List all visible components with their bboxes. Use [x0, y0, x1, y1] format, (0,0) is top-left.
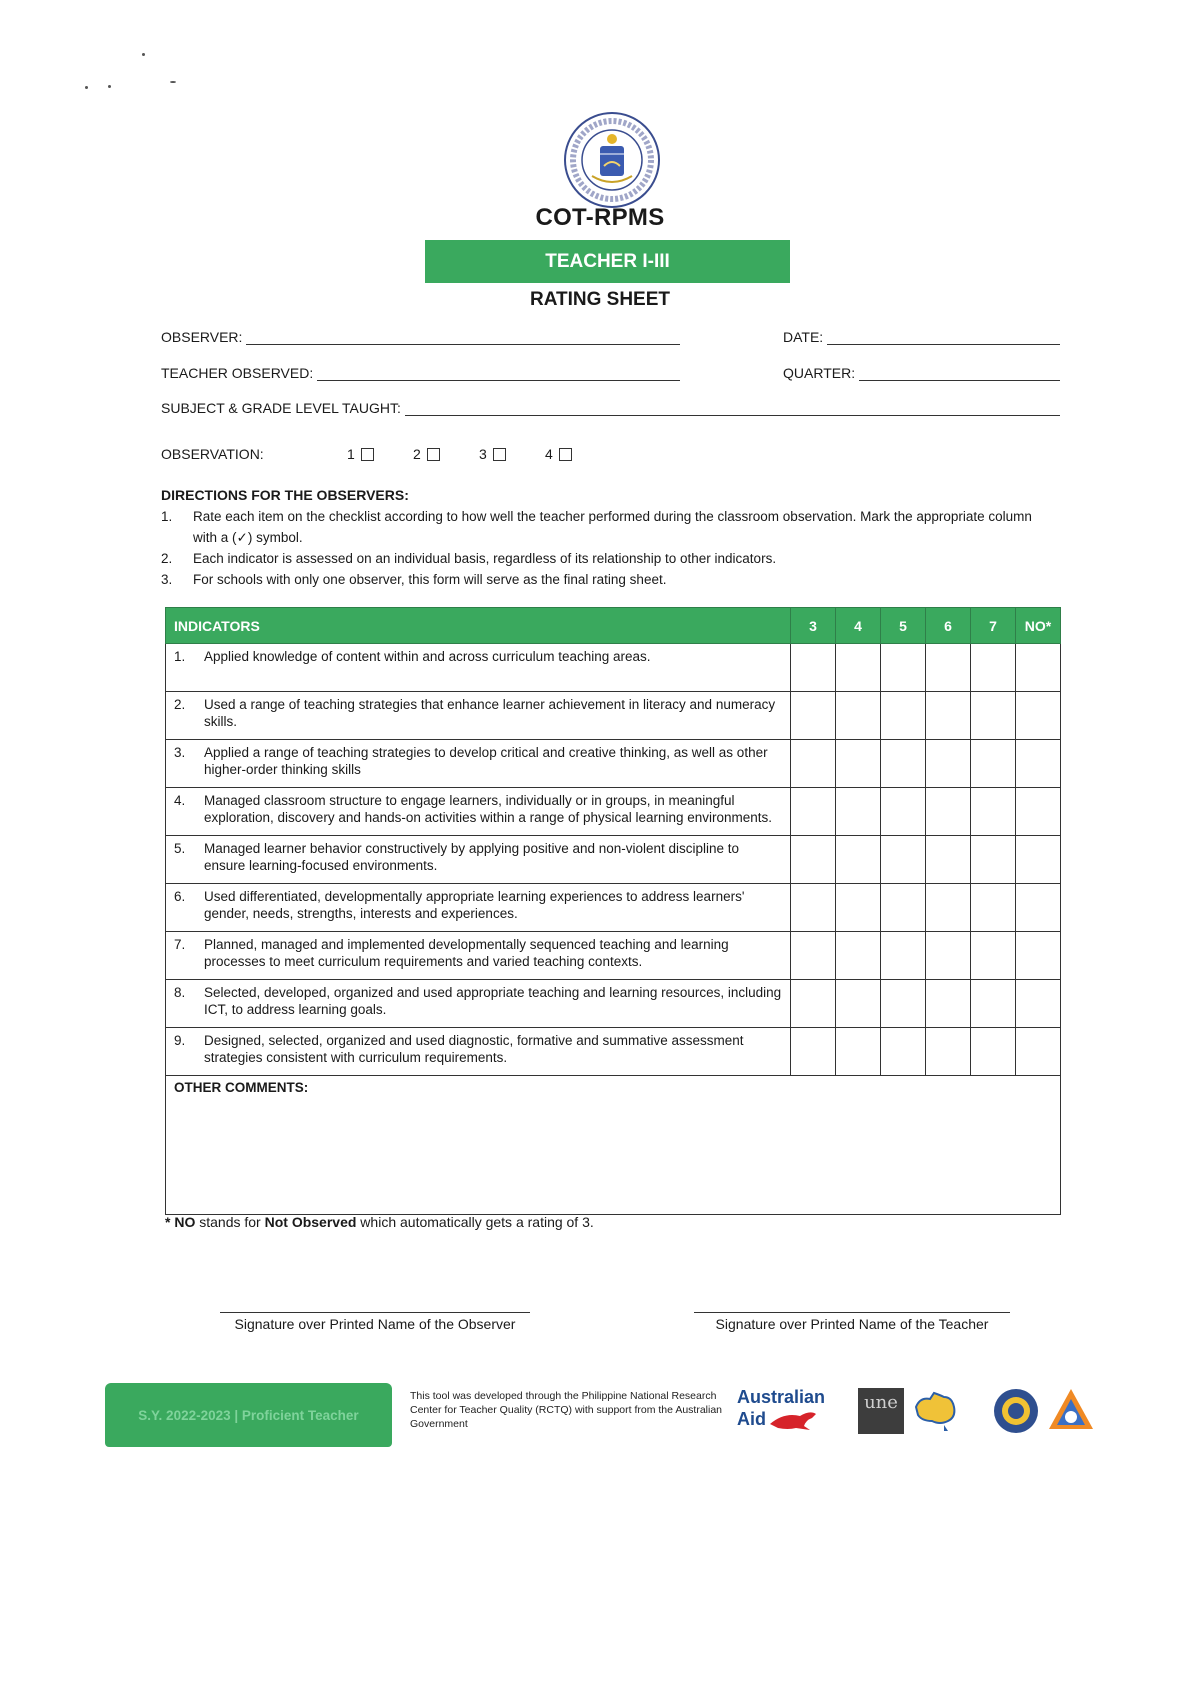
rating-cell[interactable]: [1016, 836, 1061, 884]
scan-speck: [142, 53, 145, 56]
rating-column-4: 4: [836, 608, 881, 644]
observation-option-label: 4: [545, 446, 553, 462]
rating-column-3: 3: [791, 608, 836, 644]
rating-cell[interactable]: [971, 788, 1016, 836]
teacher-signature-label: Signature over Printed Name of the Teacher: [715, 1316, 989, 1332]
rating-cell[interactable]: [1016, 692, 1061, 740]
direction-item: [161, 506, 1041, 548]
rating-cell[interactable]: [881, 1028, 926, 1076]
observation-row: [161, 446, 611, 462]
indicator-text: Applied knowledge of content within and across curriculum teaching areas.: [204, 649, 651, 664]
observation-option-1[interactable]: [347, 446, 413, 462]
indicator-cell: [166, 836, 791, 884]
rating-cell[interactable]: [926, 932, 971, 980]
indicator-text: Used differentiated, developmentally appropriate learning experiences to address learners' gender, needs, strengths, interests and experiences.: [204, 889, 745, 921]
school-year-label: S.Y. 2022-2023 | Proficient Teacher: [138, 1407, 359, 1423]
indicator-number: 3.: [174, 745, 186, 760]
rating-cell[interactable]: [971, 740, 1016, 788]
rating-cell[interactable]: [971, 692, 1016, 740]
direction-number: 2.: [161, 551, 173, 566]
scan-speck: [108, 85, 111, 88]
rating-cell[interactable]: [836, 884, 881, 932]
table-row: [166, 1028, 1061, 1076]
checkbox-icon[interactable]: [559, 448, 572, 461]
direction-text: Each indicator is assessed on an individual basis, regardless of its relationship to other indicators.: [193, 551, 777, 566]
subject-grade-label: SUBJECT & GRADE LEVEL TAUGHT:: [161, 400, 401, 416]
rating-column-not-observed: NO*: [1016, 608, 1061, 644]
indicator-number: 1.: [174, 649, 186, 664]
indicator-cell: [166, 740, 791, 788]
teacher-observed-line[interactable]: [317, 364, 680, 381]
indicator-text: Managed classroom structure to engage learners, individually or in groups, in meaningful exploration, discovery and hands-on activities within a range of physical learning environments.: [204, 793, 773, 825]
directions-heading: DIRECTIONS FOR THE OBSERVERS:: [161, 487, 409, 503]
subject-grade-field[interactable]: [161, 399, 1060, 416]
rating-cell[interactable]: [926, 644, 971, 692]
rating-cell[interactable]: [926, 788, 971, 836]
direction-item: [161, 548, 1041, 569]
scan-speck: [85, 86, 88, 89]
une-logo: [858, 1388, 904, 1434]
rating-cell[interactable]: [791, 1028, 836, 1076]
footnote: [165, 1214, 594, 1230]
rctq-logo: [1045, 1385, 1097, 1437]
table-row: [166, 980, 1061, 1028]
rating-cell[interactable]: [881, 644, 926, 692]
rating-cell[interactable]: [881, 836, 926, 884]
rating-cell[interactable]: [1016, 884, 1061, 932]
rating-cell[interactable]: [1016, 788, 1061, 836]
rating-cell[interactable]: [791, 788, 836, 836]
table-row: [166, 644, 1061, 692]
rating-cell[interactable]: [926, 980, 971, 1028]
observation-label: OBSERVATION:: [161, 446, 264, 462]
teacher-observed-label: TEACHER OBSERVED:: [161, 365, 314, 381]
indicator-text: Planned, managed and implemented developmentally sequenced teaching and learning processes to meet curriculum requirements and varied teaching contexts.: [204, 937, 729, 969]
table-row: [166, 692, 1061, 740]
indicators-header: INDICATORS: [166, 608, 791, 644]
rating-cell[interactable]: [791, 644, 836, 692]
rating-cell[interactable]: [1016, 980, 1061, 1028]
rating-cell[interactable]: [836, 932, 881, 980]
indicator-cell: [166, 644, 791, 692]
observation-option-2[interactable]: [413, 446, 479, 462]
rating-cell[interactable]: [926, 740, 971, 788]
table-row: [166, 836, 1061, 884]
rating-cell[interactable]: [881, 692, 926, 740]
deped-seal-small-logo: [992, 1387, 1040, 1435]
rating-cell[interactable]: [1016, 644, 1061, 692]
indicators-body: [166, 644, 1061, 1215]
observer-signature-label: Signature over Printed Name of the Observer: [234, 1316, 516, 1332]
rating-cell[interactable]: [836, 980, 881, 1028]
development-credit: This tool was developed through the Philippine National Research Center for Teacher Quality (RCTQ) with support from the Australian Government: [410, 1390, 723, 1430]
australian-aid-line2: Aid: [737, 1408, 766, 1429]
observation-option-label: 1: [347, 446, 355, 462]
indicator-text: Managed learner behavior constructively by applying positive and non-violent discipline to ensure learning-focused environments.: [204, 841, 740, 873]
checkbox-icon[interactable]: [427, 448, 440, 461]
directions-section: [161, 485, 1041, 590]
indicator-number: 8.: [174, 985, 186, 1000]
checkbox-icon[interactable]: [361, 448, 374, 461]
rating-cell[interactable]: [881, 884, 926, 932]
indicator-cell: [166, 980, 791, 1028]
observation-option-label: 3: [479, 446, 487, 462]
table-row: [166, 932, 1061, 980]
comments-label: OTHER COMMENTS:: [174, 1080, 309, 1095]
teacher-signature-line: [694, 1312, 1010, 1313]
rating-cell[interactable]: [881, 980, 926, 1028]
rating-cell[interactable]: [836, 692, 881, 740]
rating-cell[interactable]: [926, 884, 971, 932]
observer-field[interactable]: [161, 328, 680, 345]
scan-speck: [170, 81, 176, 83]
date-line[interactable]: [827, 328, 1060, 345]
indicator-number: 9.: [174, 1033, 186, 1048]
kangaroo-icon: [766, 1406, 824, 1432]
direction-number: 1.: [161, 509, 173, 524]
rating-cell[interactable]: [971, 884, 1016, 932]
direction-text: Rate each item on the checklist according to how well the teacher performed during the classroom observation. Mark the appropriate column with a (✓) symbol.: [193, 509, 1032, 545]
rating-cell[interactable]: [1016, 740, 1061, 788]
indicator-cell: [166, 932, 791, 980]
footnote-suffix: which automatically gets a rating of 3.: [356, 1214, 594, 1230]
une-logo-text: une: [864, 1392, 898, 1413]
position-band: [425, 240, 790, 283]
footnote-no: NO: [174, 1214, 196, 1230]
rating-cell[interactable]: [971, 644, 1016, 692]
indicator-cell: [166, 1028, 791, 1076]
observation-option-4[interactable]: [545, 446, 611, 462]
australian-aid-line1: Australian: [737, 1387, 826, 1407]
australian-aid-logo: [737, 1389, 825, 1432]
direction-item: [161, 569, 1041, 590]
footnote-not-observed: Not Observed: [264, 1214, 357, 1230]
direction-text: For schools with only one observer, this form will serve as the final rating sheet.: [193, 572, 667, 587]
rating-cell[interactable]: [791, 932, 836, 980]
observer-signature[interactable]: [220, 1312, 530, 1332]
rating-cell[interactable]: [971, 932, 1016, 980]
rating-column-7: 7: [971, 608, 1016, 644]
rating-cell[interactable]: [971, 1028, 1016, 1076]
quarter-field[interactable]: [783, 364, 1060, 381]
rating-cell[interactable]: [791, 884, 836, 932]
rating-cell[interactable]: [881, 788, 926, 836]
rating-column-5: 5: [881, 608, 926, 644]
deped-seal-logo: [562, 110, 662, 210]
australia-map-logo: [910, 1385, 960, 1435]
table-row: [166, 884, 1061, 932]
rating-cell[interactable]: [836, 836, 881, 884]
position-band-label: TEACHER I-III: [545, 250, 670, 272]
rating-cell[interactable]: [791, 692, 836, 740]
teacher-observed-field[interactable]: [161, 364, 680, 381]
rating-cell[interactable]: [926, 1028, 971, 1076]
directions-list: [161, 506, 1041, 590]
checkbox-icon[interactable]: [493, 448, 506, 461]
rating-column-6: 6: [926, 608, 971, 644]
date-label: DATE:: [783, 329, 824, 345]
indicator-number: 5.: [174, 841, 186, 856]
indicator-cell: [166, 692, 791, 740]
table-header-row: [166, 608, 1061, 644]
indicator-number: 4.: [174, 793, 186, 808]
table-row: [166, 740, 1061, 788]
rating-cell[interactable]: [1016, 1028, 1061, 1076]
observation-option-3[interactable]: [479, 446, 545, 462]
form-subtitle: RATING SHEET: [529, 289, 671, 310]
indicator-number: 2.: [174, 697, 186, 712]
indicator-number: 6.: [174, 889, 186, 904]
footnote-mid: stands for: [195, 1214, 265, 1230]
rating-cell[interactable]: [881, 932, 926, 980]
table-row: [166, 788, 1061, 836]
rating-cell[interactable]: [836, 644, 881, 692]
indicator-cell: [166, 884, 791, 932]
indicators-table: [165, 607, 1061, 1215]
indicator-text: Selected, developed, organized and used appropriate teaching and learning resources, including ICT, to address learning goals.: [204, 985, 782, 1017]
rating-cell[interactable]: [881, 740, 926, 788]
quarter-label: QUARTER:: [783, 365, 856, 381]
date-field[interactable]: [783, 328, 1060, 345]
direction-number: 3.: [161, 572, 173, 587]
indicator-number: 7.: [174, 937, 186, 952]
rating-cell[interactable]: [971, 836, 1016, 884]
comments-cell[interactable]: [166, 1076, 1061, 1215]
rating-cell[interactable]: [836, 788, 881, 836]
quarter-line[interactable]: [859, 364, 1060, 381]
observer-label: OBSERVER:: [161, 329, 243, 345]
rating-cell[interactable]: [1016, 932, 1061, 980]
indicator-cell: [166, 788, 791, 836]
indicator-text: Used a range of teaching strategies that enhance learner achievement in literacy and numeracy skills.: [204, 697, 776, 729]
rating-cell[interactable]: [836, 740, 881, 788]
rating-cell[interactable]: [791, 836, 836, 884]
school-year-badge: [105, 1383, 392, 1447]
subject-grade-line[interactable]: [405, 399, 1060, 416]
indicator-text: Designed, selected, organized and used diagnostic, formative and summative assessment strategies consistent with curriculum requirements.: [204, 1033, 744, 1065]
rating-cell[interactable]: [791, 980, 836, 1028]
rating-cell[interactable]: [926, 692, 971, 740]
observer-signature-line: [220, 1312, 530, 1313]
indicator-text: Applied a range of teaching strategies to develop critical and creative thinking, as well as other higher-order thinking skills: [204, 745, 768, 777]
form-title: COT-RPMS: [535, 204, 665, 231]
rating-cell[interactable]: [791, 740, 836, 788]
observation-option-label: 2: [413, 446, 421, 462]
rating-cell[interactable]: [926, 836, 971, 884]
comments-row: [166, 1076, 1061, 1215]
footnote-prefix: *: [165, 1214, 175, 1230]
observer-line[interactable]: [246, 328, 680, 345]
rating-cell[interactable]: [836, 1028, 881, 1076]
rating-cell[interactable]: [971, 980, 1016, 1028]
teacher-signature[interactable]: [694, 1312, 1010, 1332]
